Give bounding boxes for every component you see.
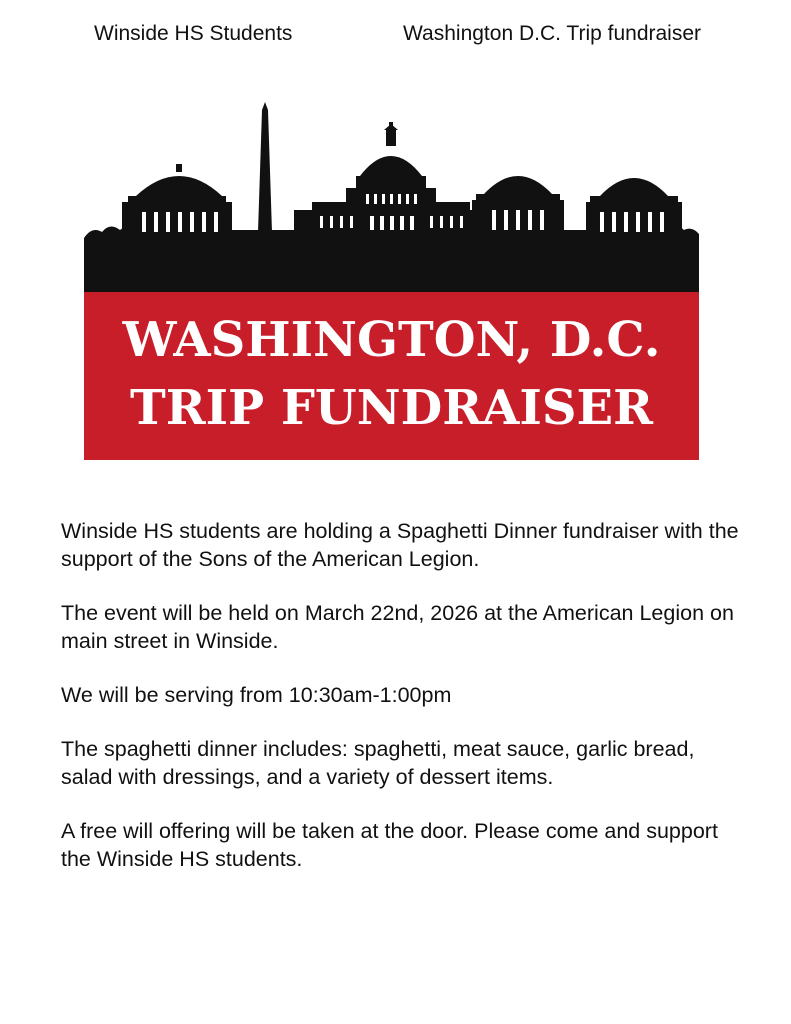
paragraph-menu: The spaghetti dinner includes: spaghetti, meat sauce, garlic bread, salad with dressings, and a variety of dessert items. [61, 737, 695, 789]
paragraph-offering: A free will offering will be taken at the door. Please come and support the Winside HS students. [61, 819, 718, 871]
paragraph-serving-time: We will be serving from 10:30am-1:00pm [61, 683, 452, 707]
event-description [61, 517, 741, 899]
banner-title-line-1: WASHINGTON, D.C. [122, 312, 661, 368]
header-right-text: Washington D.C. Trip fundraiser [403, 22, 702, 45]
banner-title-line-2: TRIP FUNDRAISER [129, 380, 654, 436]
banner-red-box [84, 292, 699, 460]
page-header [0, 22, 791, 52]
fundraiser-banner [84, 98, 699, 464]
header-left-text: Winside HS Students [94, 22, 293, 45]
paragraph-date-location: The event will be held on March 22nd, 2026 at the American Legion on main street in Winside. [61, 601, 734, 653]
dc-skyline-icon [84, 98, 699, 294]
paragraph-intro: Winside HS students are holding a Spaghetti Dinner fundraiser with the support of the Sons of the American Legion. [61, 519, 739, 571]
